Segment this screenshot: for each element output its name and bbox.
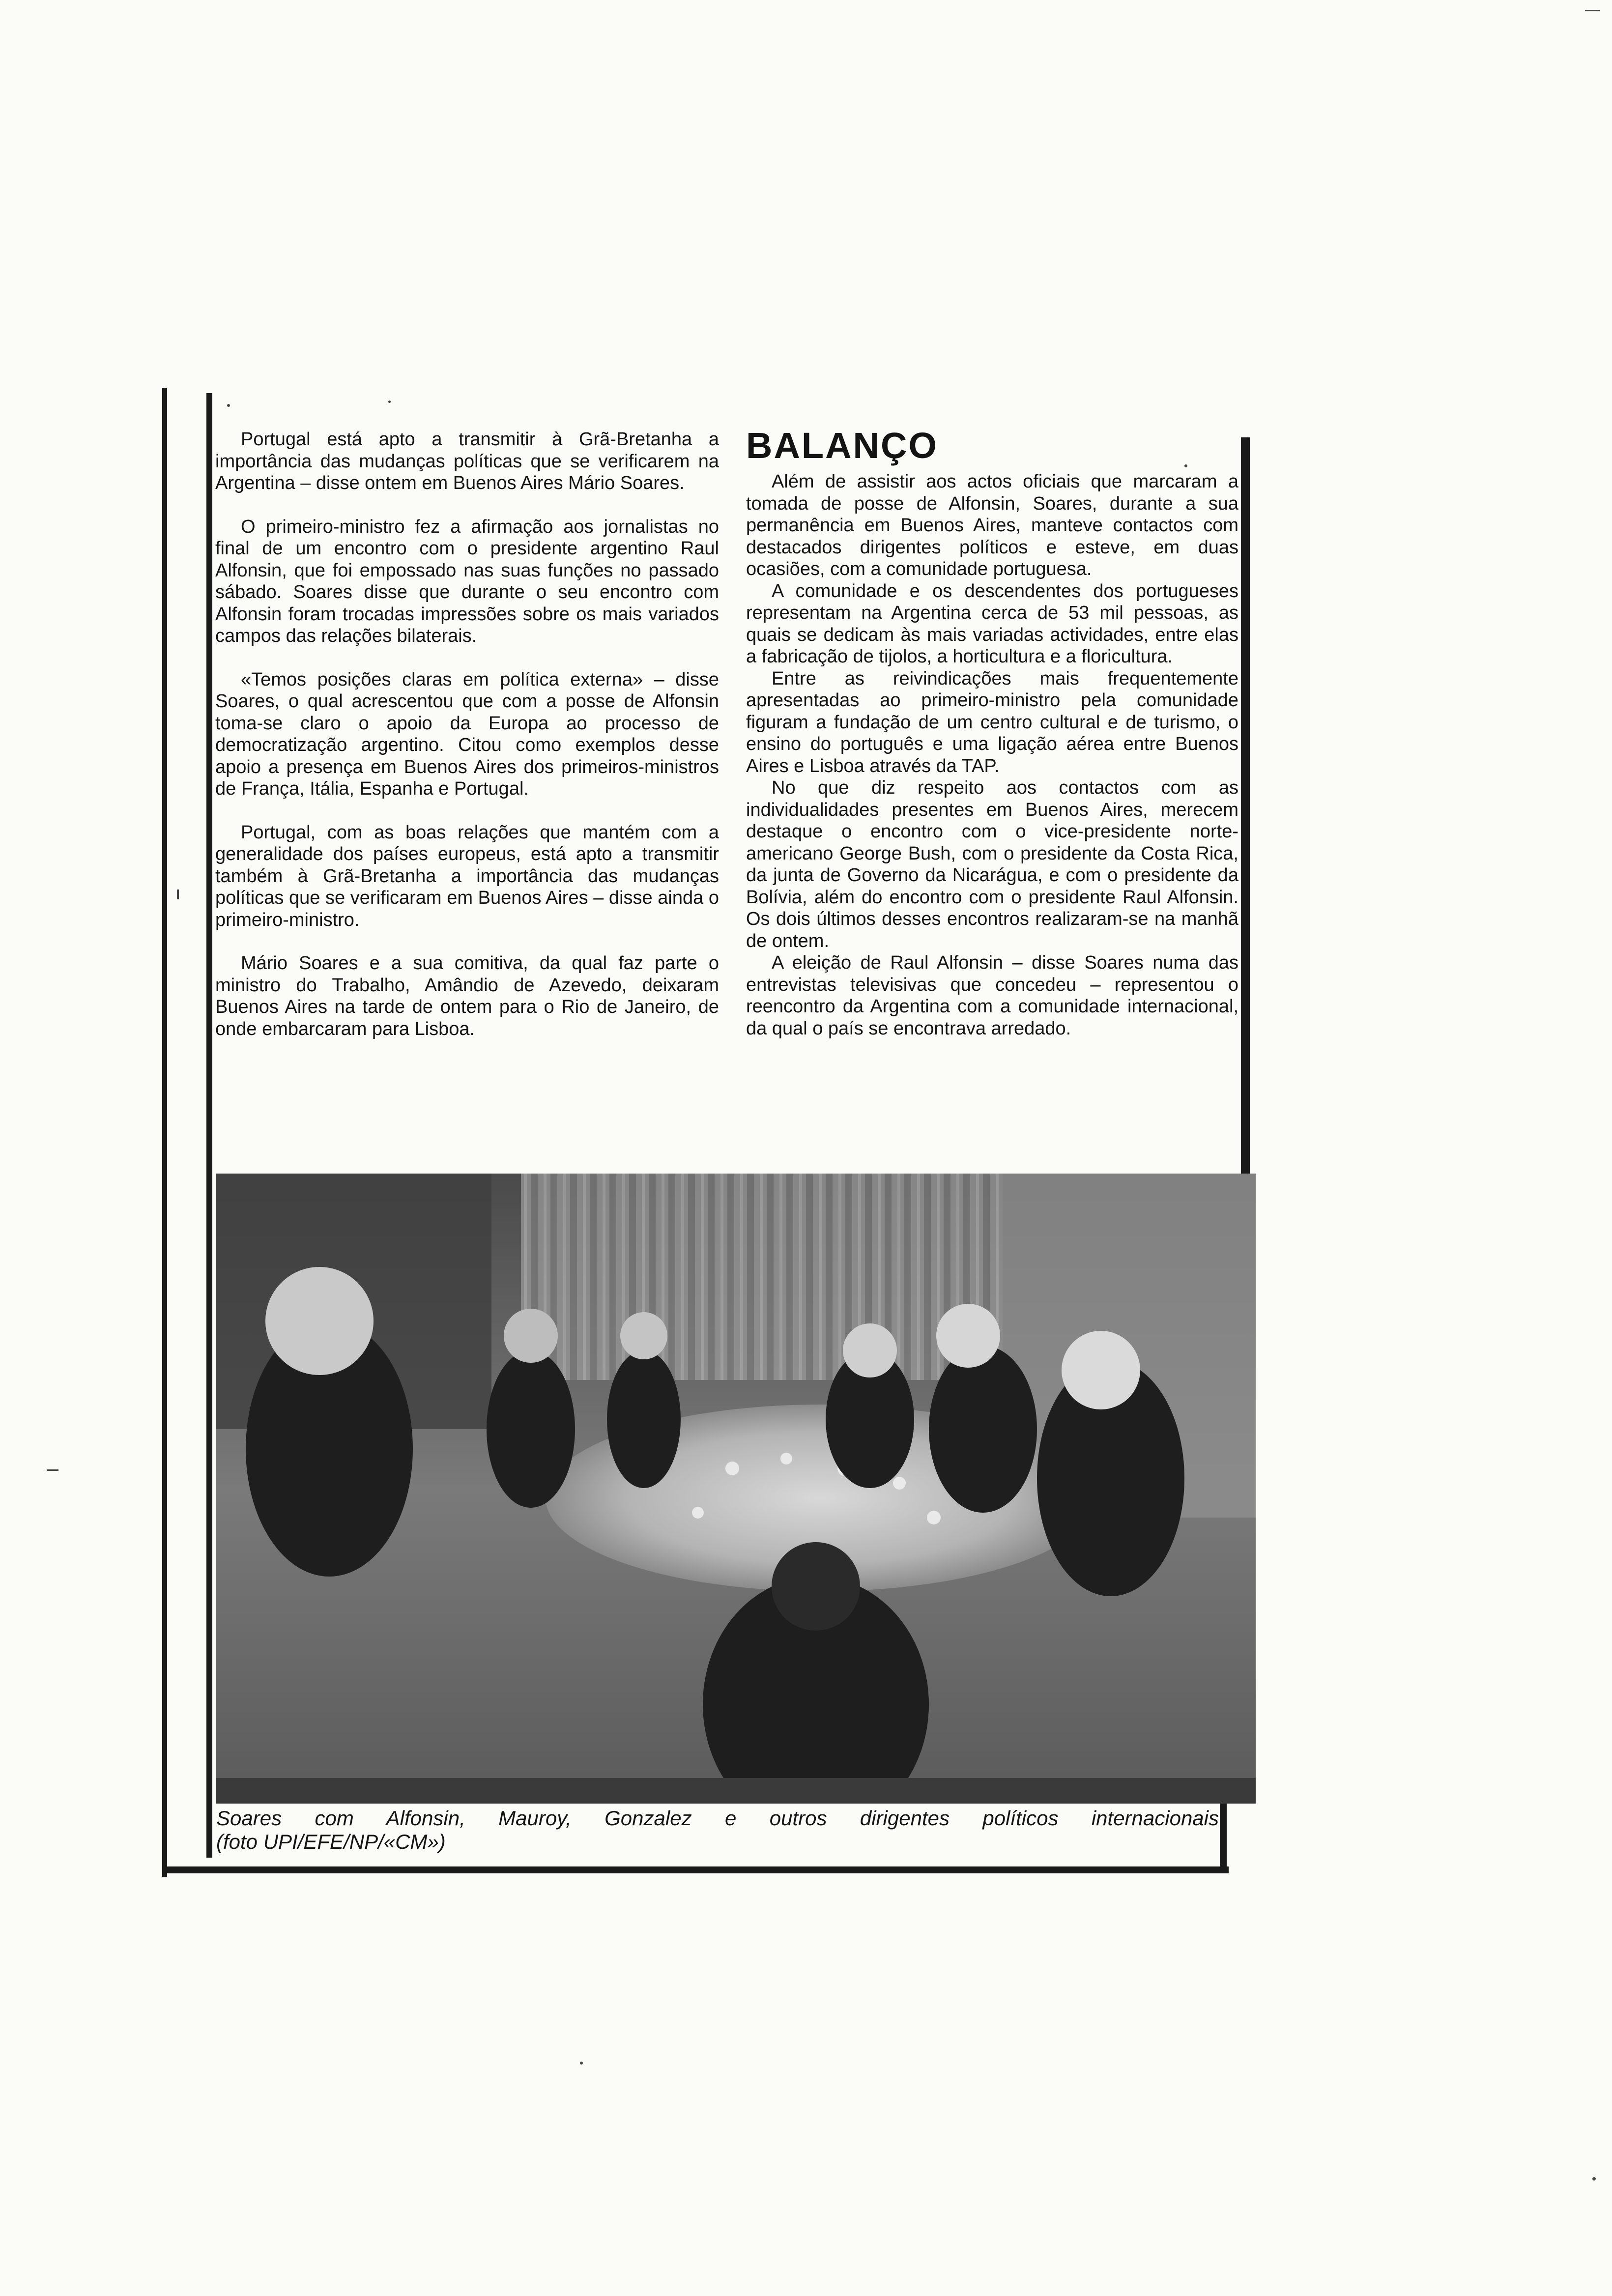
speck [388,401,391,403]
article-paragraph: O primeiro-ministro fez a afirmação aos jornalistas no final de um encontro com o presidente argentino Raul Alfonsin, que foi empossado nas suas funções no passado sábado. Soares disse que durante o seu encontro com Alfonsin foram trocadas impressões sobre os mais variados campos das relações bilaterais. [215,516,719,646]
article-paragraph: Entre as reivindicações mais frequentemente apresentadas ao primeiro-ministro pela comunidade figuram a fundação de um centro cultural e de turismo, o ensino do português e uma ligação aérea entre Buenos Aires e Lisboa através da TAP. [746,668,1238,776]
speck [1585,10,1600,11]
meeting-photo [216,1174,1256,1804]
article-paragraph: «Temos posições claras em política externa» – disse Soares, o qual acrescentou que com a posse de Alfonsin toma-se claro o apoio da Europa ao processo de democratização argentino. Citou como exemplos desse apoio a presença em Buenos Aires dos primeiros-ministros de França, Itália, Espanha e Portugal. [215,669,719,799]
photo-caption [216,1807,1219,1854]
left-border-outer [162,388,167,1877]
speck [47,1469,58,1471]
section-title: BALANÇO [746,425,938,466]
article-paragraph: A eleição de Raul Alfonsin – disse Soares numa das entrevistas televisivas que concedeu – representou o reencontro da Argentina com a comunidade internacional, da qual o país se encontrava arredado. [746,952,1238,1039]
article-paragraph: A comunidade e os descendentes dos portugueses representam na Argentina cerca de 53 mil pessoas, as quais se dedicam às mais variadas actividades, entre elas a fabricação de tijolos, a horticultura e a floricultura. [746,580,1238,667]
speck [580,2062,583,2065]
article-paragraph: Mário Soares e a sua comitiva, da qual faz parte o ministro do Trabalho, Amândio de Azevedo, deixaram Buenos Aires na tarde de ontem para o Rio de Janeiro, de onde embarcaram para Lisboa. [215,953,719,1039]
bottom-border [162,1866,1229,1873]
article-paragraph: Portugal está apto a transmitir à Grã-Bretanha a importância das mudanças políticas que se verificarem na Argentina – disse ontem em Buenos Aires Mário Soares. [215,429,719,493]
meeting-photo-image [216,1174,1256,1804]
speck [1592,2177,1596,2181]
speck [177,890,179,899]
caption-text: Soares com Alfonsin, Mauroy, Gonzalez e outros dirigentes políticos internacionais [216,1807,1219,1830]
right-column-rule [1241,437,1250,1184]
article-left-column [215,429,719,1062]
speck [227,404,230,407]
article-paragraph: Portugal, com as boas relações que mantém com a generalidade dos países europeus, está apto a transmitir também à Grã-Bretanha a importância das mudanças políticas que se verificaram em Buenos Aires – disse ainda o primeiro-ministro. [215,822,719,930]
article-right-column [746,471,1238,1039]
right-caption-rule [1220,1804,1227,1872]
left-border-inner [206,393,212,1858]
photo-credit: (foto UPI/EFE/NP/«CM») [216,1830,446,1853]
article-paragraph: Além de assistir aos actos oficiais que marcaram a tomada de posse de Alfonsin, Soares, durante a sua permanência em Buenos Aires, manteve contactos com destacados dirigentes políticos e esteve, em duas ocasiões, com a comunidade portuguesa. [746,471,1238,579]
speck [1184,464,1187,467]
article-paragraph: No que diz respeito aos contactos com as individualidades presentes em Buenos Aires, merecem destaque o encontro com o vice-presidente norte-americano George Bush, com o presidente da Costa Rica, da junta de Governo da Nicarágua, e com o presidente da Bolívia, além do encontro com o presidente Raul Alfonsin. Os dois últimos desses encontros realizaram-se na manhã de ontem. [746,777,1238,951]
